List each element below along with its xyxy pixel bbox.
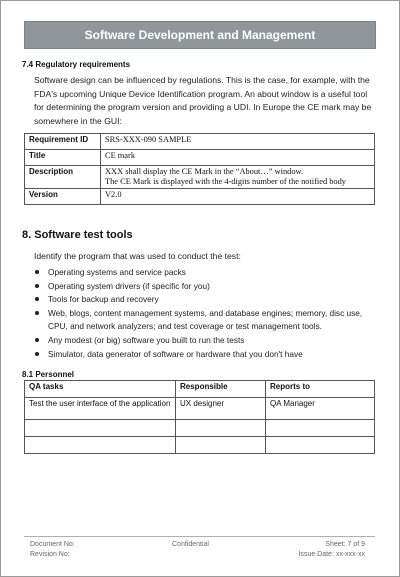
table-header-row <box>25 381 375 398</box>
version-value: V2.0 <box>101 189 375 205</box>
version-label: Version <box>25 189 101 205</box>
description-line-1: XXX shall display the CE Mark in the “About…” window. <box>105 167 304 176</box>
bullet-icon <box>35 311 39 315</box>
footer-document-no: Document No: <box>30 541 75 548</box>
table-row <box>25 134 375 150</box>
table-row <box>25 166 375 189</box>
requirement-id-value: SRS-XXX-090 SAMPLE <box>101 134 375 150</box>
table-row <box>25 398 375 420</box>
table-row <box>25 420 375 437</box>
column-header-responsible: Responsible <box>176 381 266 398</box>
section-intro: Identify the program that was used to conduct the test: <box>34 251 241 261</box>
list-item: Web, blogs, content management systems, and database engines; memory, disc use, CPU, and network analyzers; and test coverage or test management tools. <box>34 307 379 334</box>
footer-issue-date: Issue Date: xx-xxx-xx <box>298 551 365 558</box>
personnel-heading: 8.1 Personnel <box>22 370 75 379</box>
regulatory-heading: 7.4 Regulatory requirements <box>22 60 131 69</box>
bullet-icon <box>35 284 39 288</box>
table-row <box>25 189 375 205</box>
footer-divider <box>24 536 375 537</box>
column-header-reports-to: Reports to <box>266 381 375 398</box>
test-tools-list <box>34 266 379 361</box>
reports-to-cell: QA Manager <box>266 398 375 420</box>
footer-confidential: Confidential <box>172 541 209 548</box>
qa-task-cell <box>25 420 176 437</box>
requirement-id-label: Requirement ID <box>25 134 101 150</box>
bullet-icon <box>35 270 39 274</box>
title-value: CE mark <box>101 150 375 166</box>
list-item: Operating system drivers (if specific for you) <box>34 280 379 294</box>
responsible-cell: UX designer <box>176 398 266 420</box>
column-header-qa-tasks: QA tasks <box>25 381 176 398</box>
bullet-icon <box>35 352 39 356</box>
list-item: Operating systems and service packs <box>34 266 379 280</box>
regulatory-paragraph: Software design can be influenced by regulations. This is the case, for example, with the FDA's upcoming Unique Device Identification program. An about window is a useful tool for determining the program version and providing a UDI. In Europe the CE mark may be somewhere in the GUI: <box>34 75 372 126</box>
reports-to-cell <box>266 437 375 454</box>
responsible-cell <box>176 420 266 437</box>
reports-to-cell <box>266 420 375 437</box>
document-title: Software Development and Management <box>84 28 316 42</box>
description-line-2: The CE Mark is displayed with the 4-digits number of the notified body <box>105 177 346 186</box>
description-label: Description <box>25 166 101 189</box>
bullet-icon <box>35 297 39 301</box>
footer-sheet: Sheet: 7 of 9 <box>325 541 365 548</box>
list-item: Any modest (or big) software you built to run the tests <box>34 334 379 348</box>
table-row <box>25 150 375 166</box>
bullet-icon <box>35 338 39 342</box>
responsible-cell <box>176 437 266 454</box>
section-heading: 8. Software test tools <box>22 229 133 241</box>
list-item: Tools for backup and recovery <box>34 293 379 307</box>
footer-revision-no: Revision No: <box>30 551 70 558</box>
title-label: Title <box>25 150 101 166</box>
table-row <box>25 437 375 454</box>
description-value <box>101 166 375 189</box>
document-title-bar <box>24 21 376 49</box>
requirement-table <box>24 133 375 205</box>
qa-task-cell <box>25 437 176 454</box>
personnel-table <box>24 380 375 454</box>
qa-task-cell: Test the user interface of the application <box>25 398 176 420</box>
list-item: Simulator, data generator of software or hardware that you don't have <box>34 348 379 362</box>
